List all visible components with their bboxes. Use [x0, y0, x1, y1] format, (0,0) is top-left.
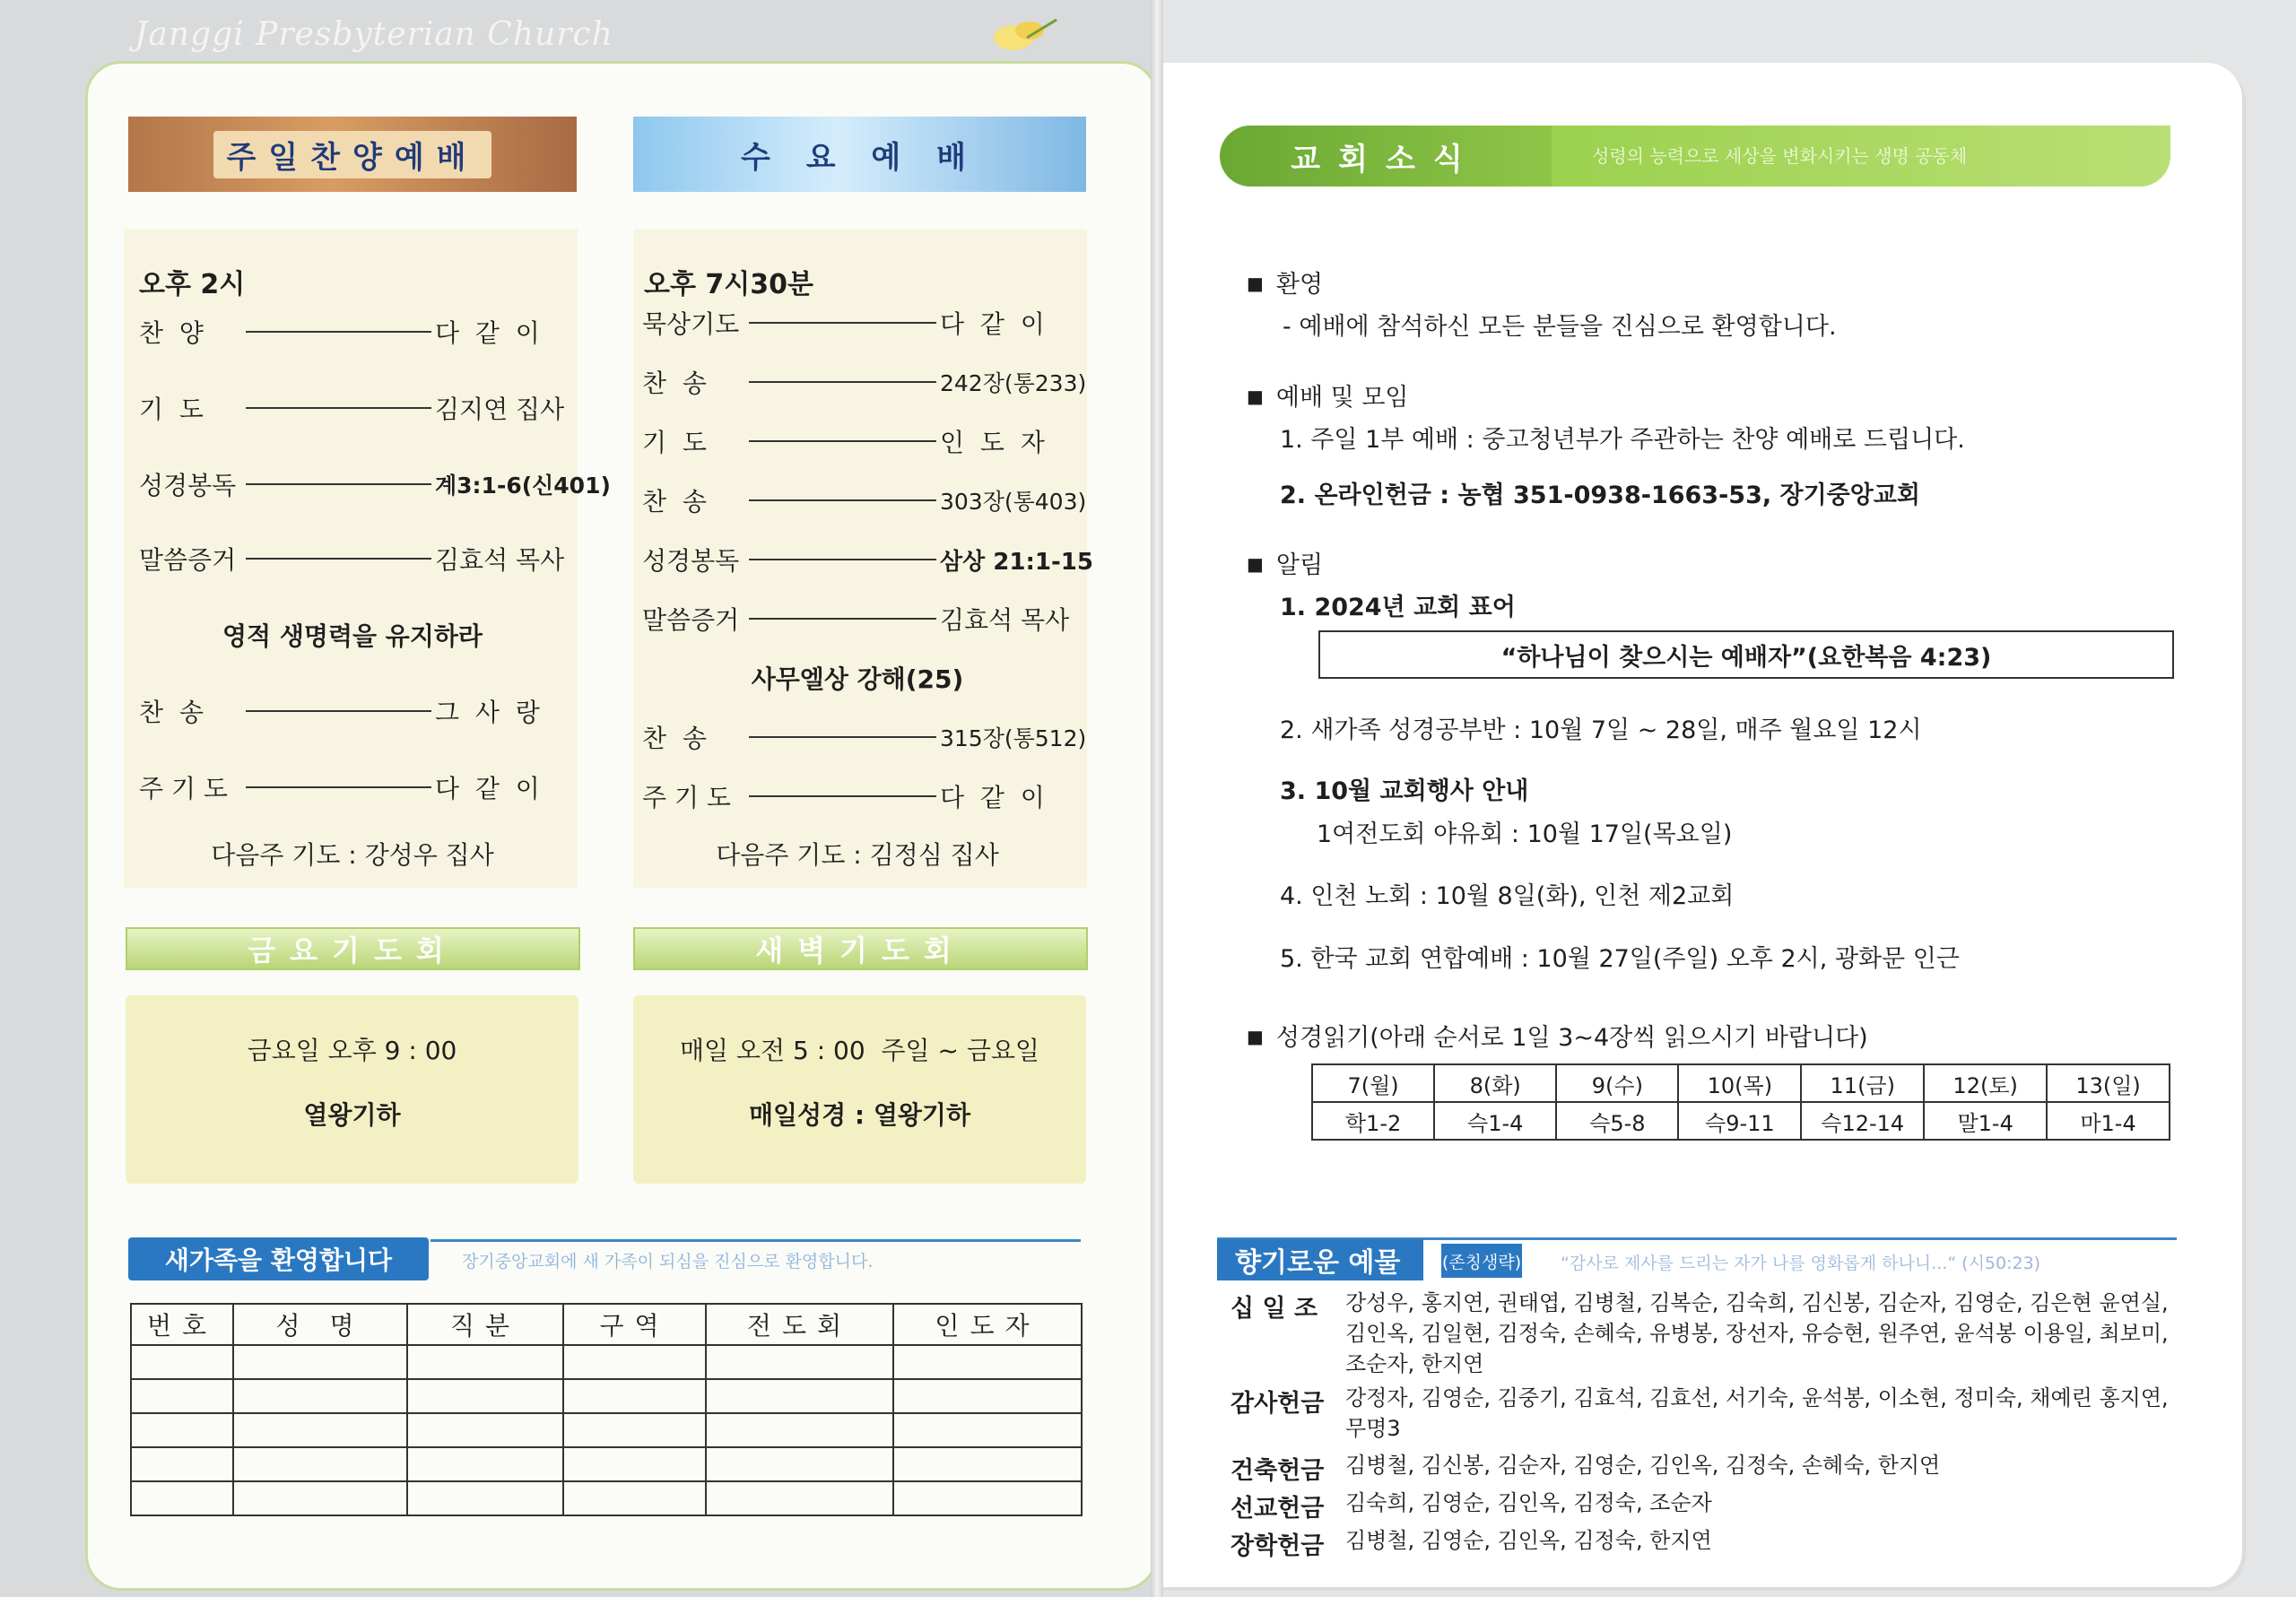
offerings-header: 향기로운 예물: [1217, 1239, 1423, 1280]
reading-passage: 슥1-4: [1434, 1102, 1556, 1140]
table-row: [1312, 1102, 2170, 1140]
dawn-prayer-box: [633, 995, 1086, 1184]
wednesday-sermon-title: 사무엘상 강해(25): [751, 664, 964, 694]
reading-passage: 슥9-11: [1678, 1102, 1801, 1140]
reading-passage: 슥5-8: [1556, 1102, 1678, 1140]
news-header: 교회소식: [1220, 126, 1552, 187]
column-header: 전도회: [706, 1304, 893, 1345]
reading-day: 7(월): [1312, 1064, 1434, 1102]
reading-day: 8(화): [1434, 1064, 1556, 1102]
bible-reading-table: [1311, 1063, 2170, 1141]
notice-item-3-detail: 1여전도회 야유회 : 10월 17일(목요일): [1317, 820, 1733, 848]
sunday-row: 말씀증거 김효석 목사: [139, 545, 565, 575]
offerings-verse: “감사로 제사를 드리는 자가 나를 영화롭게 하나니...” (시50:23): [1561, 1254, 2041, 1273]
reading-day: 9(수): [1556, 1064, 1678, 1102]
new-family-table: [130, 1303, 1083, 1516]
sunday-row: 주 기 도 다 같 이: [139, 774, 540, 803]
sunday-sermon-title: 영적 생명력을 유지하라: [222, 621, 483, 651]
offerings-badge: (존칭생략): [1441, 1244, 1522, 1278]
offering-label: 십 일 조: [1231, 1295, 1318, 1323]
dawn-prayer-time: 매일 오전 5 : 00 주일 ~ 금요일: [680, 1036, 1039, 1065]
notice-heading: ■ 알림: [1247, 545, 1323, 580]
new-family-subtitle: 장기중앙교회에 새 가족이 되심을 진심으로 환영합니다.: [462, 1252, 874, 1272]
column-header: 구역: [563, 1304, 706, 1345]
worship-item-1: 1. 주일 1부 예배 : 중고청년부가 주관하는 찬양 예배로 드립니다.: [1280, 426, 1965, 454]
table-header-row: [131, 1304, 1082, 1345]
table-row: [1312, 1064, 2170, 1102]
page-spine: [1151, 0, 1163, 1597]
worship-heading: ■ 예배 및 모임: [1247, 378, 1408, 412]
sunday-time: 오후 2시: [139, 269, 246, 300]
table-row[interactable]: [131, 1447, 1082, 1481]
offering-names: 김숙희, 김영순, 김인옥, 김정숙, 조순자: [1345, 1490, 1712, 1515]
wednesday-next-prayer: 다음주 기도 : 김정심 집사: [716, 840, 999, 870]
wednesday-row: 주 기 도 다 같 이: [642, 783, 1045, 812]
reading-passage: 마1-4: [2047, 1102, 2170, 1140]
offering-names: 김병철, 김영순, 김인옥, 김정숙, 한지연: [1345, 1528, 1712, 1553]
sunday-next-prayer: 다음주 기도 : 강성우 집사: [211, 840, 494, 870]
church-name: Janggi Presbyterian Church: [135, 16, 613, 53]
offering-label: 선교헌금: [1231, 1495, 1325, 1523]
reading-passage: 학1-2: [1312, 1102, 1434, 1140]
new-family-rule: [430, 1239, 1081, 1242]
dawn-prayer-text: 매일성경 : 열왕기하: [748, 1100, 971, 1130]
new-family-header: 새가족을 환영합니다: [128, 1237, 429, 1280]
wednesday-row: 찬 송 315장(통512): [642, 724, 1087, 753]
column-header: 성 명: [233, 1304, 407, 1345]
table-row[interactable]: [131, 1413, 1082, 1447]
offering-names: 강성우, 홍지연, 권태엽, 김병철, 김복순, 김숙희, 김신봉, 김순자, 김영순, 김은현 윤연실, 김인옥, 김일현, 김정숙, 손혜숙, 유병봉, 장선자, 유승현, 원주연, 윤석봉 이용일, 최보미, 조순자, 한지연: [1345, 1290, 2169, 1376]
notice-item-1: 1. 2024년 교회 표어: [1280, 594, 1516, 621]
offering-names: 김병철, 김신봉, 김순자, 김영순, 김인옥, 김정숙, 손혜숙, 한지연: [1345, 1453, 1941, 1478]
reading-heading: ■ 성경읽기(아래 순서로 1일 3~4장씩 읽으시기 바랍니다): [1247, 1018, 1868, 1053]
sunday-row: 기 도 김지연 집사: [139, 395, 565, 424]
worship-item-2: 2. 온라인헌금 : 농협 351-0938-1663-53, 장기중앙교회: [1280, 482, 1921, 509]
reading-day: 13(일): [2047, 1064, 2170, 1102]
offering-label: 건축헌금: [1231, 1457, 1325, 1485]
sunday-row: 찬 양 다 같 이: [139, 318, 540, 348]
welcome-heading: ■ 환영: [1247, 265, 1323, 299]
wednesday-row: 묵상기도 다 같 이: [642, 309, 1045, 339]
table-row[interactable]: [131, 1345, 1082, 1379]
wednesday-row: 성경봉독 삼상 21:1-15: [642, 546, 1093, 576]
friday-prayer-header: 금요기도회: [126, 927, 580, 970]
church-motto: “하나님이 찾으시는 예배자”(요한복음 4:23): [1318, 630, 2174, 679]
flower-icon: [978, 11, 1058, 61]
reading-day: 10(목): [1678, 1064, 1801, 1102]
wednesday-row: 기 도 인 도 자: [642, 428, 1045, 457]
wednesday-row: 말씀증거 김효석 목사: [642, 605, 1070, 635]
welcome-text: - 예배에 참석하신 모든 분들을 진심으로 환영합니다.: [1283, 313, 1837, 341]
friday-prayer-text: 열왕기하: [303, 1100, 401, 1130]
dawn-prayer-header: 새벽기도회: [633, 927, 1088, 970]
news-subtitle: 성령의 능력으로 세상을 변화시키는 생명 공동체: [1592, 145, 1968, 167]
table-row[interactable]: [131, 1379, 1082, 1413]
notice-item-2: 2. 새가족 성경공부반 : 10월 7일 ~ 28일, 매주 월요일 12시: [1280, 716, 1922, 744]
column-header: 직분: [407, 1304, 563, 1345]
reading-passage: 말1-4: [1924, 1102, 2047, 1140]
table-row[interactable]: [131, 1481, 1082, 1515]
column-header: 번호: [131, 1304, 233, 1345]
sunday-row: 성경봉독 계3:1-6(신401): [139, 471, 611, 500]
notice-item-4: 4. 인천 노회 : 10월 8일(화), 인천 제2교회: [1280, 882, 1735, 910]
wednesday-row: 찬 송 303장(통403): [642, 487, 1087, 516]
column-header: 인도자: [893, 1304, 1082, 1345]
sunday-worship-header: 주일찬양예배: [128, 117, 577, 192]
reading-passage: 슥12-14: [1801, 1102, 1924, 1140]
sunday-row: 찬 송 그 사 랑: [139, 698, 540, 727]
reading-day: 12(토): [1924, 1064, 2047, 1102]
offering-names: 강정자, 김영순, 김중기, 김효석, 김효선, 서기숙, 윤석봉, 이소현, 정미숙, 채예린 홍지연, 무명3: [1345, 1385, 2169, 1441]
wednesday-worship-header: 수 요 예 배: [633, 117, 1086, 192]
offering-label: 장학헌금: [1231, 1532, 1325, 1560]
notice-item-3: 3. 10월 교회행사 안내: [1280, 777, 1529, 805]
reading-day: 11(금): [1801, 1064, 1924, 1102]
friday-prayer-box: [126, 995, 578, 1184]
notice-item-5: 5. 한국 교회 연합예배 : 10월 27일(주일) 오후 2시, 광화문 인근: [1280, 945, 1960, 973]
offering-label: 감사헌금: [1231, 1390, 1325, 1418]
wednesday-time: 오후 7시30분: [644, 269, 813, 300]
wednesday-row: 찬 송 242장(통233): [642, 369, 1087, 398]
friday-prayer-time: 금요일 오후 9 : 00: [247, 1036, 457, 1065]
